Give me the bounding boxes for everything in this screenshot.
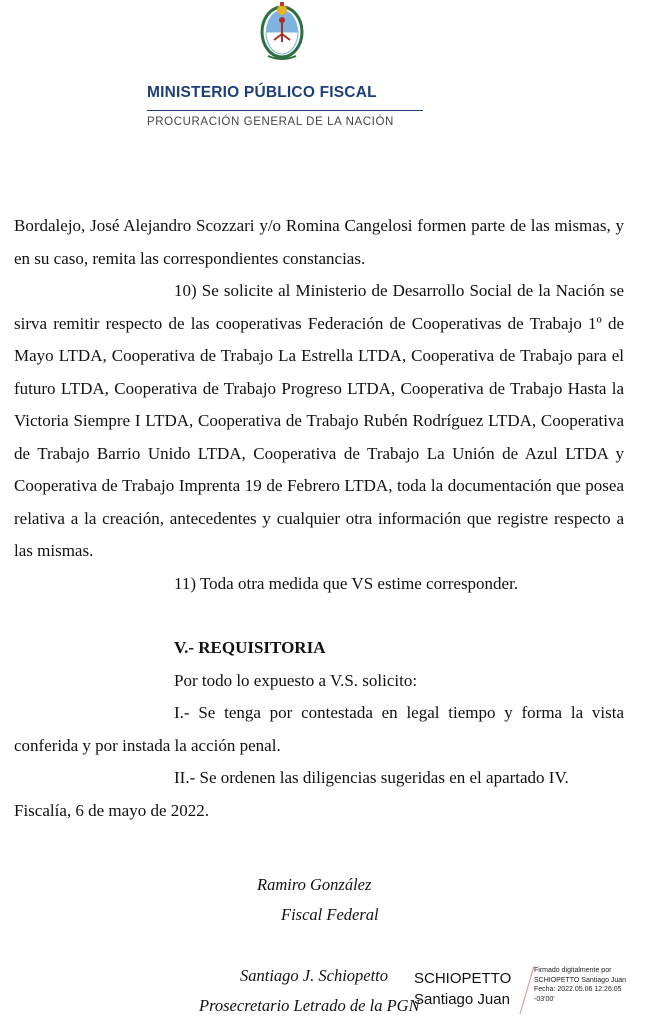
paragraph-item-11: 11) Toda otra medida que VS estime corresponder. [174, 573, 519, 593]
procuracion-subtitle: PROCURACIÓN GENERAL DE LA NACIÓN [147, 116, 394, 128]
fiscal-title: Fiscal Federal [281, 905, 379, 924]
digital-signature-surname: SCHIOPETTO [414, 970, 512, 987]
digital-signature-name [414, 968, 511, 1010]
header-divider [147, 110, 423, 111]
secretary-title: Prosecretario Letrado de la PGN [199, 996, 420, 1015]
section-heading: V.- REQUISITORIA [174, 638, 326, 657]
digital-signature-detail-4: -03'00' [534, 995, 555, 1003]
secretary-name: Santiago J. Schiopetto [240, 966, 389, 985]
coat-of-arms-icon [256, 0, 308, 64]
paragraph-continuation: Bordalejo, José Alejandro Scozzari y/o Romina Cangelosi formen parte de las mismas, y en su caso, remita las correspondientes constancias. [14, 216, 624, 268]
paragraph-request-i: I.- Se tenga por contestada en legal tiempo y forma la vista conferida y por instada la acción penal. [14, 703, 624, 755]
digital-signature-given-name: Santiago Juan [414, 991, 510, 1008]
paragraph-date-place: Fiscalía, 6 de mayo de 2022. [14, 800, 209, 820]
digital-signature-details [534, 966, 649, 1004]
section-gap [14, 600, 624, 632]
digital-signature-detail-3: Fecha: 2022.05.06 12:26:05 [534, 986, 622, 993]
paragraph-request-ii: II.- Se ordenen las diligencias sugeridas en el apartado IV. [174, 768, 569, 787]
ministry-title: MINISTERIO PÚBLICO FISCAL [147, 84, 377, 101]
fiscal-name: Ramiro González [257, 875, 372, 894]
document-body [14, 210, 624, 827]
digital-signature-detail-2: SCHIOPETTO Santiago Juan [534, 976, 627, 984]
paragraph-item-10: 10) Se solicite al Ministerio de Desarrollo Social de la Nación se sirva remitir respecto de las cooperativas Federación de Cooperativas de Trabajo 1º de Mayo LTDA, Cooperativa de Trabajo La Estrella LTDA, Cooperativa de Trabajo para el futuro LTDA, Cooperativa de Trabajo Progreso LTDA, Cooperativa de Trabajo Hasta la Victoria Siempre I LTDA, Cooperativa de Trabajo Rubén Rodríguez LTDA, Cooperativa de Trabajo Barrio Unido LTDA, Cooperativa de Trabajo La Unión de Azul LTDA y Cooperativa de Trabajo Imprenta 19 de Febrero LTDA, toda la documentación que posea relativa a la creación, antecedentes y cualquier otra información que registre respecto a las mismas. [14, 281, 624, 560]
paragraph-request-intro: Por todo lo expuesto a V.S. solicito: [174, 670, 418, 690]
digital-signature-detail-1: Firmado digitalmente por [534, 967, 612, 974]
